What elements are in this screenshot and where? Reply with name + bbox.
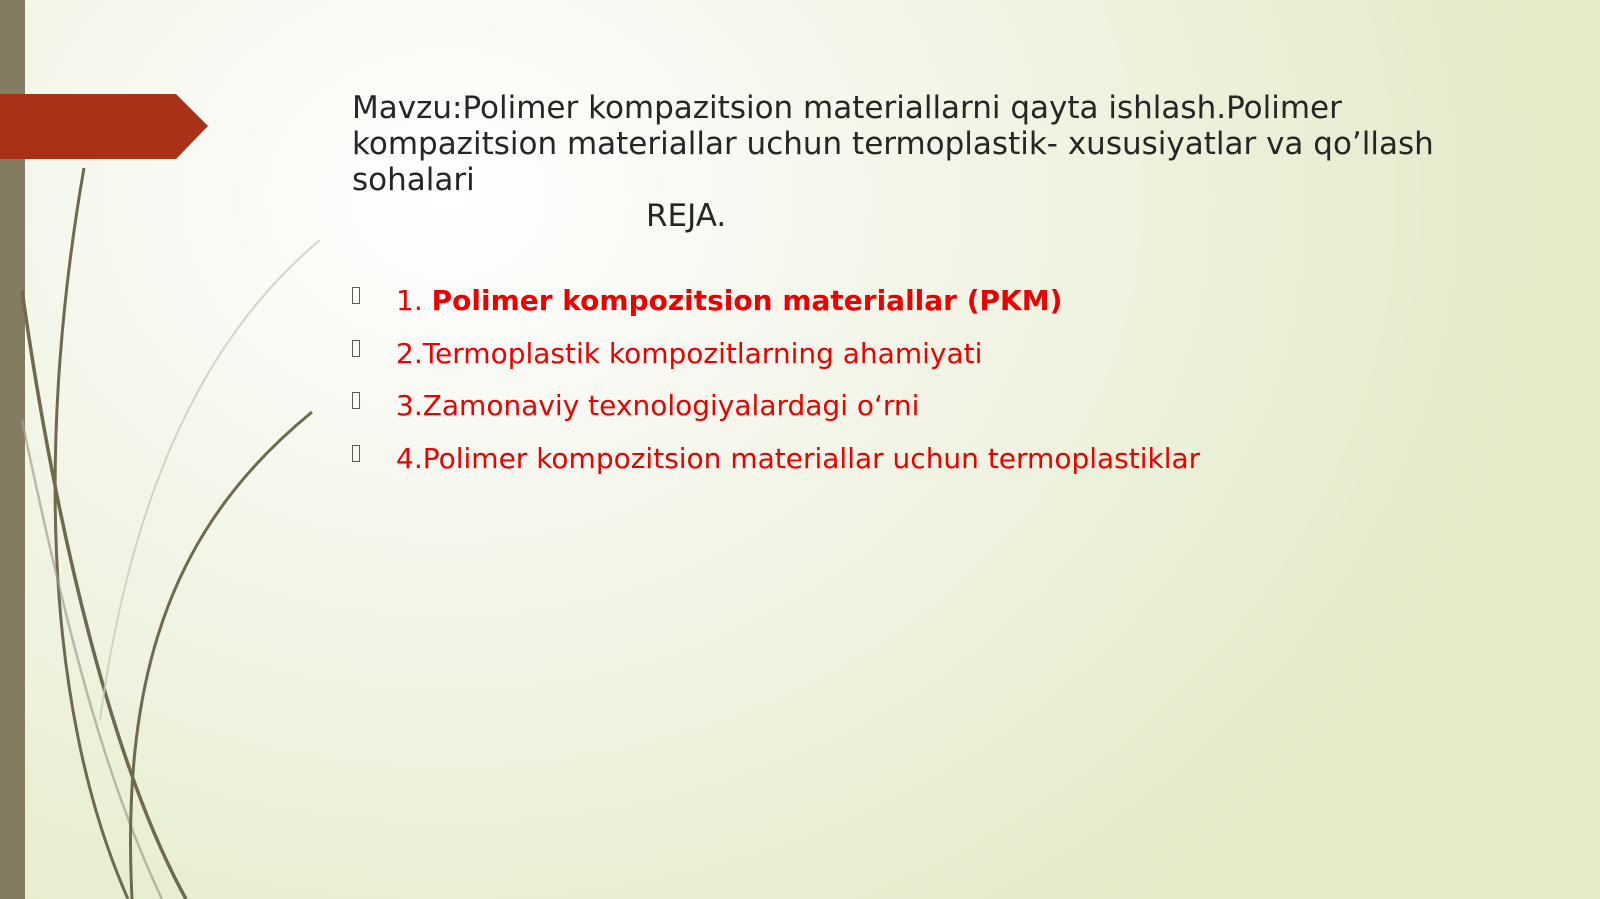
square-bullet-icon [352,441,396,471]
square-bullet-icon [352,283,396,313]
plan-list [352,283,1200,493]
plan-item-label: 4.Polimer kompozitsion materiallar uchun termoplastiklar [396,441,1201,475]
plan-item-prefix: 1. [396,284,432,317]
plan-item-label: 2.Termoplastik kompozitlarning ahamiyati [396,336,983,370]
plan-item-2 [352,336,1200,389]
plan-item-text [396,283,1062,319]
plan-item-label: 3.Zamonaviy texnologiyalardagi o‘rni [396,389,920,422]
plan-item-label: Polimer kompozitsion materiallar (PKM) [431,284,1063,317]
plan-item-3 [352,388,1200,441]
plan-item-1 [352,283,1200,336]
square-bullet-icon [352,336,396,366]
slide-subtitle: REJA. [646,198,727,234]
square-bullet-icon [352,388,396,418]
plan-item-4 [352,441,1200,494]
slide-title: Mavzu:Polimer kompazitsion materiallarni qayta ishlash.Polimer kompazitsion materiallar uchun termoplastik- xususiyatlar va qo’llash sohalari [352,90,1434,198]
title-block [352,90,1492,234]
arrow-banner [0,0,210,160]
